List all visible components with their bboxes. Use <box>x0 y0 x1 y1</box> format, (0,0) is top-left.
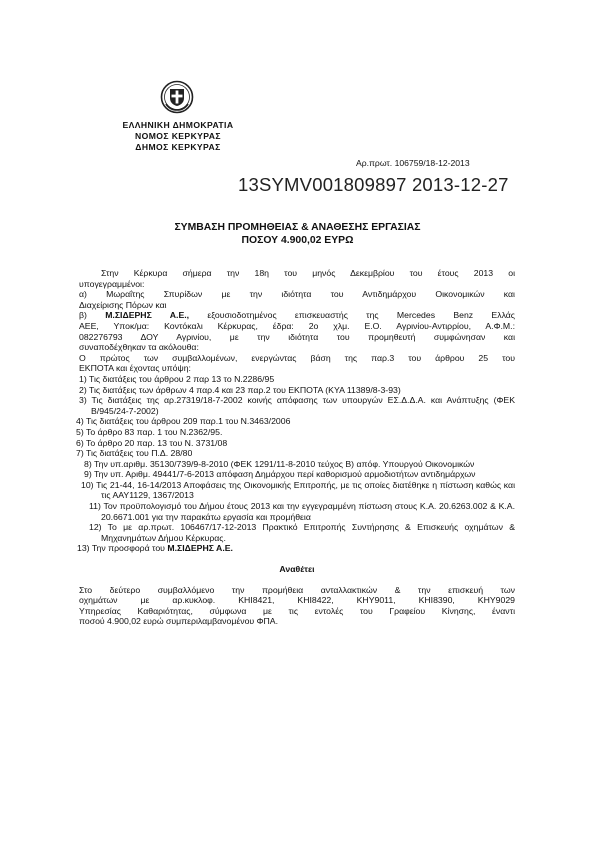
intro-line-2: υπογεγραμμένοι: <box>79 278 145 289</box>
closing-line-4: ποσού 4.900,02 ευρώ συμπεριλαμβανομένου ΦΠΑ. <box>79 616 278 627</box>
party-b-line-4: συναποδέχθηκαν τα ακόλουθα: <box>79 342 199 353</box>
list-item: 4) Τις διατάξεις του άρθρου 209 παρ.1 του Ν.3463/2006 <box>76 416 291 427</box>
list-item: 2) Τις διατάξεις των άρθρων 4 παρ.4 και 23 παρ.2 του ΕΚΠΟΤΑ (ΚΥΑ 11389/8-3-93) <box>79 384 401 395</box>
party-b-prefix: β) <box>79 310 106 321</box>
header-prefecture: ΝΟΜΟΣ ΚΕΡΚΥΡΑΣ <box>135 131 221 141</box>
party-b-rest: εξουσιοδοτημένος επισκευαστής της Mercedes Benz Ελλάς <box>189 310 515 321</box>
list-item: 11) Τον προϋπολογισμό του Δήμου έτους 2013 και την εγγεγραμμένη πίστωση στους Κ.Α. 20.6263.002 & Κ.Α. 20.6671.001 για την παρακάτω εργασία και προμήθεια <box>89 501 515 522</box>
closing-line-2: οχημάτων με αρ.κυκλοφ. ΚΗΙ8421, ΚΗΙ8422, ΚΗΥ9011, ΚΗΙ8390, ΚΗΥ9029 <box>79 595 515 606</box>
first-party-line-1: Ο πρώτος των συμβαλλομένων, ενεργώντας βάση της παρ.3 του άρθρου 25 του <box>79 352 515 363</box>
list-item: 9) Την υπ. Αριθμ. 49441/7-6-2013 απόφαση Δημάρχου περί καθορισμού αρμοδιοτήτων αντιδημάρχων <box>84 469 476 480</box>
assigns-heading: Αναθέτει <box>279 564 315 575</box>
contract-body <box>76 268 515 627</box>
ada-code: 13SYMV001809897 2013-12-27 <box>238 174 509 195</box>
document-title: ΣΥΜΒΑΣΗ ΠΡΟΜΗΘΕΙΑΣ & ΑΝΑΘΕΣΗΣ ΕΡΓΑΣΙΑΣ <box>174 222 421 233</box>
party-b-line-1 <box>79 310 515 321</box>
closing-line-3: Υπηρεσίας Καθαριότητας, σύμφωνα με τις εντολές του Γραφείου Κίνησης, έναντι <box>79 605 515 616</box>
document-amount: ΠΟΣΟΥ 4.900,02 ΕΥΡΩ <box>241 235 354 246</box>
list-item: 3) Τις διατάξεις της αρ.27319/18-7-2002 κοινής απόφασης των υπουργών ΕΣ.Δ.Δ.Α. και Ανάπτυξης (ΦΕΚ Β/945/24-7-2002) <box>79 395 515 416</box>
list-item: 7) Τις διατάξεις του Π.Δ. 28/80 <box>76 448 193 459</box>
party-a-line-1: α) Μωραΐτης Σπυρίδων με την ιδιότητα του Αντιδημάρχου Οικονομικών και <box>79 289 515 300</box>
list-item: 12) Το με αρ.πρωτ. 106467/17-12-2013 Πρακτικό Επιτροπής Συντήρησης & Επισκευής οχημάτων & Μηχανημάτων Δήμου Κέρκυρας. <box>89 522 515 543</box>
coat-of-arms-icon <box>160 80 194 114</box>
party-b-line-3: 082276793 ΔΟΥ Αγρινίου, με την ιδιότητα του προμηθευτή συμφώνησαν και <box>79 331 515 342</box>
party-b-name: Μ.ΣΙΔΕΡΗΣ Α.Ε., <box>105 310 190 321</box>
list-item: 5) Το άρθρο 83 παρ. 1 του Ν.2362/95. <box>76 426 223 437</box>
list-item: 8) Την υπ.αριθμ. 35130/739/9-8-2010 (ΦΕΚ 1291/11-8-2010 τεύχος Β) απόφ. Υπουργού Οικονομικών <box>84 458 475 469</box>
party-a-line-2: Διαχείρισης Πόρων και <box>79 299 167 310</box>
list-item: 6) Το άρθρο 20 παρ. 13 του Ν. 3731/08 <box>76 437 228 448</box>
first-party-line-2: ΕΚΠΟΤΑ και έχοντας υπόψη: <box>79 363 191 374</box>
item-13-supplier: Μ.ΣΙΔΕΡΗΣ Α.Ε. <box>167 543 233 554</box>
list-item: 1) Τις διατάξεις του άρθρου 2 παρ 13 το Ν.2286/95 <box>79 373 275 384</box>
list-item <box>77 543 515 554</box>
party-b-line-2: ΑΕΕ, Υποκ/μα: Κοντόκαλι Κέρκυρας, έδρα: 2ο χλμ. Ε.Ο. Αγρινίου-Αντιρρίου, Α.Φ.Μ.: <box>79 320 515 331</box>
header-country: ΕΛΛΗΝΙΚΗ ΔΗΜΟΚΡΑΤΙΑ <box>122 120 234 130</box>
item-13-text: 13) Την προσφορά του <box>77 543 168 554</box>
intro-line-1: Στην Κέρκυρα σήμερα την 18η του μηνός Δεκεμβρίου του έτους 2013 οι <box>101 268 515 278</box>
list-item: 10) Τις 21-44, 16-14/2013 Αποφάσεις της Οικονομικής Επιτροπής, με τις οποίες διατέθηκε η πίστωση καθώς και τις ΑΑΥ1129, 1367/2013 <box>81 479 515 501</box>
header-municipality: ΔΗΜΟΣ ΚΕΡΚΥΡΑΣ <box>135 142 221 152</box>
protocol-number: Αρ.πρωτ. 106759/18-12-2013 <box>356 158 470 168</box>
closing-line-1: Στο δεύτερο συμβαλλόμενο την προμήθεια ανταλλακτικών & την επισκευή των <box>79 584 515 595</box>
